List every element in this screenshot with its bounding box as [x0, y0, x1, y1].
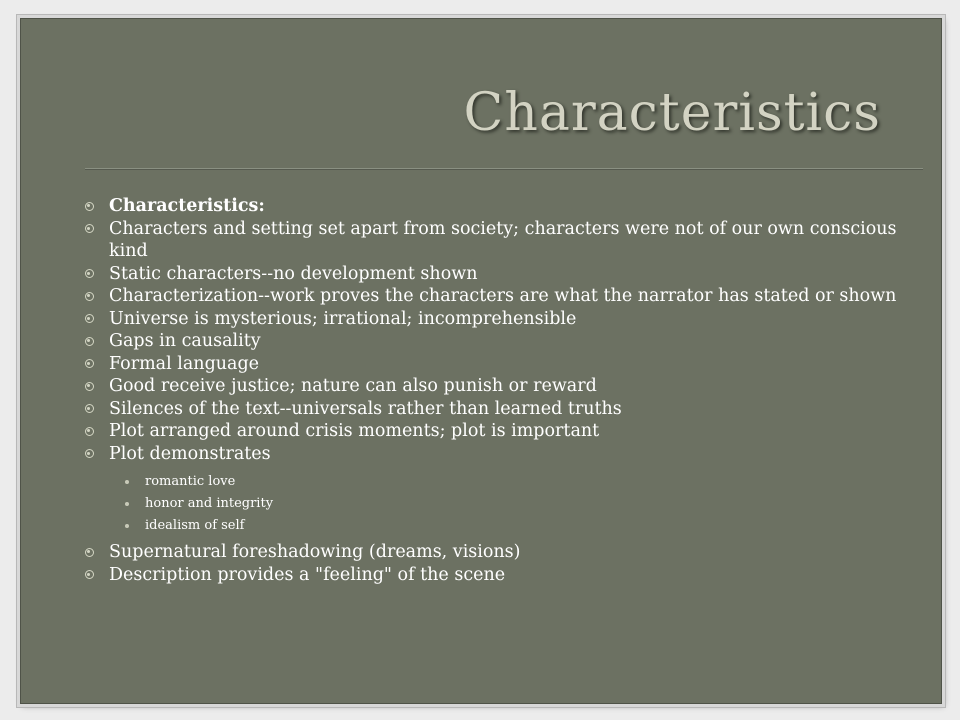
circled-dot-icon: [81, 330, 97, 352]
bullet-text: Description provides a "feeling" of the scene: [109, 564, 506, 585]
slide-title: Characteristics: [463, 83, 881, 143]
bullet-item: [77, 218, 927, 263]
bullet-text: Characteristics:: [109, 196, 265, 216]
slide: [20, 18, 942, 704]
bullet-text: Plot arranged around crisis moments; plot is important: [109, 421, 600, 441]
bullet-item: [77, 375, 927, 398]
bullet-item: [77, 420, 927, 443]
bullet-text: Formal language: [109, 353, 260, 374]
bullet-text: Plot demonstrates: [109, 443, 271, 464]
bullet-item: [77, 443, 927, 466]
bullet-item: [77, 195, 927, 218]
sub-bullet-item: [77, 493, 927, 515]
small-dot-icon: [125, 524, 129, 528]
bullet-list-continued: [77, 541, 927, 586]
circled-dot-icon: [81, 443, 97, 465]
sub-bullet-text: romantic love: [145, 474, 236, 489]
bullet-item: [77, 564, 927, 587]
bullet-item: [77, 330, 927, 353]
bullet-text: Supernatural foreshadowing (dreams, visions): [109, 542, 521, 562]
circled-dot-icon: [81, 263, 97, 285]
circled-dot-icon: [81, 375, 97, 397]
sub-bullet-text: idealism of self: [145, 518, 245, 533]
circled-dot-icon: [81, 564, 97, 586]
slide-body: [77, 195, 927, 586]
bullet-list: [77, 195, 927, 465]
small-dot-icon: [125, 502, 129, 506]
bullet-text: Gaps in causality: [109, 331, 261, 351]
circled-dot-icon: [81, 353, 97, 375]
circled-dot-icon: [81, 285, 97, 307]
bullet-text: Universe is mysterious; irrational; incomprehensible: [109, 308, 577, 329]
circled-dot-icon: [81, 308, 97, 330]
bullet-text: Silences of the text--universals rather than learned truths: [109, 398, 622, 419]
circled-dot-icon: [81, 541, 97, 563]
circled-dot-icon: [81, 195, 97, 217]
circled-dot-icon: [81, 218, 97, 240]
circled-dot-icon: [81, 398, 97, 420]
sub-bullet-text: honor and integrity: [145, 496, 274, 511]
bullet-text: Characters and setting set apart from society; characters were not of our own conscious kind: [109, 218, 897, 261]
sub-bullet-item: [77, 515, 927, 537]
sub-bullet-item: [77, 471, 927, 493]
small-dot-icon: [125, 480, 129, 484]
sub-bullet-list: [77, 471, 927, 537]
bullet-item: [77, 398, 927, 421]
bullet-item: [77, 263, 927, 286]
bullet-item: [77, 541, 927, 564]
circled-dot-icon: [81, 420, 97, 442]
bullet-item: [77, 285, 927, 308]
bullet-text: Static characters--no development shown: [109, 263, 478, 284]
bullet-item: [77, 353, 927, 376]
title-divider: [85, 168, 923, 170]
bullet-text: Good receive justice; nature can also punish or reward: [109, 376, 597, 396]
bullet-item: [77, 308, 927, 331]
bullet-text: Characterization--work proves the characters are what the narrator has stated or shown: [109, 286, 897, 306]
